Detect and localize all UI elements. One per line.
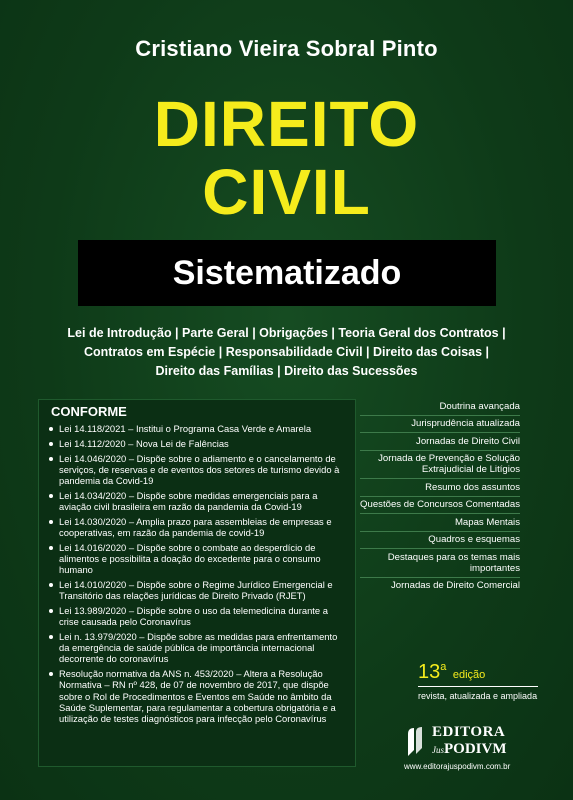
publisher-name: PODIVM (444, 741, 507, 757)
features-list (360, 398, 520, 594)
conforme-item: Lei 14.112/2020 – Nova Lei de Falências (49, 438, 349, 449)
edition-note: revista, atualizada e ampliada (418, 691, 538, 701)
feature-item: Doutrina avançada (360, 398, 520, 416)
topics-line: Direito das Famílias | Direito das Sucessões (155, 364, 418, 378)
feature-item: Jurisprudência atualizada (360, 416, 520, 434)
topics-line: Lei de Introdução | Parte Geral | Obrigações | Teoria Geral dos Contratos | (67, 326, 506, 340)
feature-item: Mapas Mentais (360, 514, 520, 532)
publisher-name-line2 (432, 741, 507, 758)
conforme-item: Lei 14.030/2020 – Amplia prazo para assembleias de empresas e cooperativas, em razão da pandemia de covid-19 (49, 516, 349, 538)
conforme-item: Lei 14.016/2020 – Dispõe sobre o combate ao desperdício de alimentos e possibilita a doação do excedente para o consumo humano (49, 542, 349, 576)
publisher-quill-icon (404, 726, 426, 758)
feature-item: Jornada de Prevenção e Solução Extrajudicial de Litígios (360, 451, 520, 480)
conforme-item: Lei n. 13.979/2020 – Dispõe sobre as medidas para enfrentamento da emergência de saúde pública de importância internacional decorrente do coronavírus (49, 631, 349, 665)
publisher-website: www.editorajuspodivm.com.br (404, 762, 511, 771)
publisher-logo (404, 722, 524, 758)
feature-item: Questões de Concursos Comentadas (360, 497, 520, 515)
conforme-heading: CONFORME (51, 404, 127, 419)
feature-item: Quadros e esquemas (360, 532, 520, 550)
feature-item: Jornadas de Direito Civil (360, 433, 520, 451)
conforme-item: Lei 14.034/2020 – Dispõe sobre medidas emergenciais para a aviação civil brasileira em razão da pandemia da Covid-19 (49, 490, 349, 512)
feature-item: Jornadas de Direito Comercial (390, 580, 520, 591)
conforme-item: Resolução normativa da ANS n. 453/2020 – Altera a Resolução Normativa – RN nº 428, de 07 de novembro de 2017, que dispõe sobre o Rol de Procedimentos e Eventos em Saúde no âmbito da Saúde Suplementar, para regulamentar a cobertura obrigatória e a utilização de testes diagnósticos para infecção pelo Coronavírus (49, 668, 349, 724)
conforme-item: Lei 13.989/2020 – Dispõe sobre o uso da telemedicina durante a crise causada pelo Coronavírus (49, 605, 349, 627)
author-name: Cristiano Vieira Sobral Pinto (135, 36, 438, 61)
topics-line: Contratos em Espécie | Responsabilidade Civil | Direito das Coisas | (83, 345, 490, 359)
subtitle-box (78, 240, 496, 306)
conforme-list (39, 423, 355, 724)
publisher-name-line1: EDITORA (432, 724, 506, 740)
conforme-item: Lei 14.046/2020 – Dispõe sobre o adiamento e o cancelamento de serviços, de reservas e de eventos dos setores de turismo devido à pandemia da Covid-19 (49, 453, 349, 487)
edition-number: 13 (418, 661, 441, 683)
feature-item: Destaques para os temas mais importantes (360, 549, 520, 578)
publisher-prefix: Jus (432, 745, 444, 755)
edition-superscript: a (440, 661, 447, 673)
edition-badge (418, 661, 538, 687)
feature-item: Resumo dos assuntos (360, 479, 520, 497)
conforme-item: Lei 14.010/2020 – Dispõe sobre o Regime Jurídico Emergencial e Transitório das relações jurídicas de Direito Privado (RJET) (49, 579, 349, 601)
edition-label: edição (452, 669, 486, 681)
title-line-1: DIREITO (153, 88, 420, 160)
conforme-item: Lei 14.118/2021 – Institui o Programa Casa Verde e Amarela (49, 423, 349, 434)
conforme-box (38, 399, 356, 767)
title-line-2: CIVIL (202, 156, 371, 228)
subtitle: Sistematizado (172, 253, 402, 292)
topics-list (40, 324, 533, 381)
